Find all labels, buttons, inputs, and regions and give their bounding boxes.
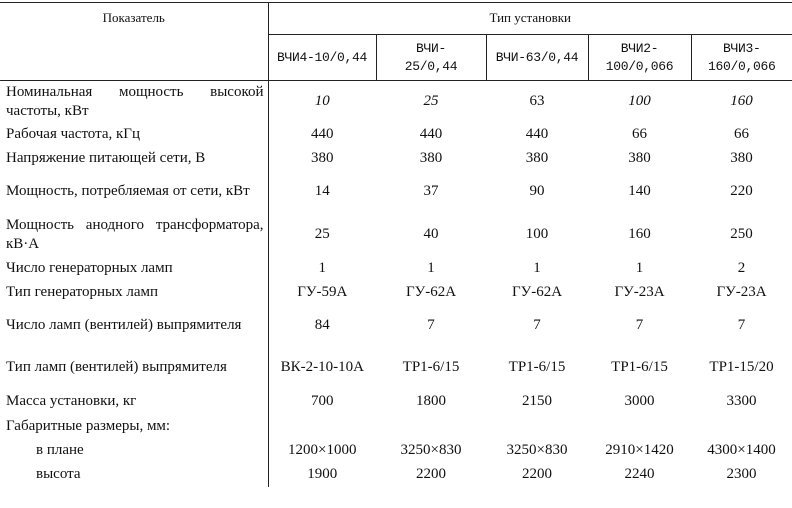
cell: ТР1-6/15 bbox=[611, 359, 668, 375]
row-label: Мощность анодного трансформатора, кВ·А bbox=[0, 213, 268, 257]
cell: 140 bbox=[628, 183, 651, 199]
cell: 4300×1400 bbox=[707, 442, 776, 458]
row-label: Тип ламп (вентилей) выпрямителя bbox=[0, 347, 268, 389]
header-col-4: ВЧИ2- 100/0,066 bbox=[588, 35, 691, 81]
row-label: Номинальная мощность высокой частоты, кВт bbox=[0, 81, 268, 123]
cell bbox=[691, 415, 792, 439]
table-row bbox=[0, 123, 792, 147]
cell: 3250×830 bbox=[506, 442, 568, 458]
table-row bbox=[0, 463, 792, 487]
cell bbox=[486, 415, 588, 439]
cell: 1 bbox=[427, 260, 435, 276]
cell: 380 bbox=[628, 150, 651, 166]
cell: 220 bbox=[730, 183, 753, 199]
cell: 380 bbox=[730, 150, 753, 166]
cell: 25 bbox=[314, 226, 330, 242]
cell: ГУ-62А bbox=[511, 284, 563, 300]
table-row bbox=[0, 257, 792, 281]
cell: 380 bbox=[311, 150, 334, 166]
cell: 440 bbox=[311, 126, 334, 142]
cell: 2910×1420 bbox=[605, 442, 674, 458]
cell: 1 bbox=[318, 260, 326, 276]
cell: 10 bbox=[314, 93, 330, 110]
cell: 66 bbox=[734, 126, 749, 142]
table-row bbox=[0, 81, 792, 123]
cell: 440 bbox=[419, 126, 443, 142]
cell bbox=[376, 415, 486, 439]
cell: 2200 bbox=[522, 466, 552, 482]
row-label: Мощность, потребляемая от сети, кВт bbox=[0, 171, 268, 213]
row-label: Тип генераторных ламп bbox=[0, 281, 268, 305]
cell: 3250×830 bbox=[400, 442, 462, 458]
row-label: Число ламп (вентилей) выпрямителя bbox=[0, 305, 268, 347]
cell: 2240 bbox=[624, 466, 655, 482]
cell: 2150 bbox=[522, 393, 552, 409]
cell: 25 bbox=[423, 93, 439, 110]
cell: ГУ-23А bbox=[614, 284, 665, 300]
table-row bbox=[0, 213, 792, 257]
cell: 2300 bbox=[726, 466, 757, 482]
cell: 1200×1000 bbox=[288, 442, 357, 458]
row-label: Габаритные размеры, мм: bbox=[0, 415, 268, 439]
header-col-2: ВЧИ- 25/0,44 bbox=[376, 35, 486, 81]
row-label: Напряжение питающей сети, В bbox=[0, 147, 268, 171]
cell: 2 bbox=[737, 260, 746, 276]
table-row bbox=[0, 281, 792, 305]
row-label: Рабочая частота, кГц bbox=[0, 123, 268, 147]
cell: 3300 bbox=[726, 393, 757, 409]
cell: 100 bbox=[628, 93, 651, 110]
row-label: Масса установки, кг bbox=[0, 389, 268, 415]
cell: 1 bbox=[533, 260, 541, 276]
cell: 380 bbox=[525, 150, 549, 166]
cell: ГУ-59А bbox=[297, 284, 348, 300]
cell: ТР1-15/20 bbox=[709, 359, 774, 375]
cell: 160 bbox=[730, 93, 753, 110]
cell: 1800 bbox=[416, 393, 446, 409]
header-group: Тип установки bbox=[268, 2, 792, 35]
cell: 160 bbox=[628, 226, 651, 242]
header-parameter: Показатель bbox=[0, 2, 268, 81]
table-row bbox=[0, 389, 792, 415]
cell: 90 bbox=[529, 183, 545, 199]
header-col-1: ВЧИ4-10/0,44 bbox=[268, 35, 376, 81]
cell: 7 bbox=[635, 317, 644, 333]
cell: 7 bbox=[427, 317, 435, 333]
table-row bbox=[0, 147, 792, 171]
cell bbox=[588, 415, 691, 439]
cell: 3000 bbox=[624, 393, 655, 409]
table-row bbox=[0, 439, 792, 463]
cell: 14 bbox=[314, 183, 330, 199]
cell: 37 bbox=[423, 183, 439, 199]
cell: 7 bbox=[737, 317, 746, 333]
row-label: Число генераторных ламп bbox=[0, 257, 268, 281]
cell: 7 bbox=[533, 317, 541, 333]
cell: 84 bbox=[314, 317, 330, 333]
cell: 2200 bbox=[416, 466, 446, 482]
cell: 100 bbox=[525, 226, 549, 242]
header-col-5: ВЧИ3- 160/0,066 bbox=[691, 35, 792, 81]
cell: ГУ-23А bbox=[716, 284, 767, 300]
cell: 1 bbox=[635, 260, 644, 276]
cell bbox=[268, 415, 376, 439]
header-col-3: ВЧИ-63/0,44 bbox=[486, 35, 588, 81]
cell: 440 bbox=[525, 126, 549, 142]
table-row bbox=[0, 347, 792, 389]
cell: ТР1-6/15 bbox=[402, 359, 460, 375]
table-row bbox=[0, 171, 792, 213]
cell: 1900 bbox=[307, 466, 338, 482]
cell: 380 bbox=[419, 150, 443, 166]
cell: ТР1-6/15 bbox=[508, 359, 566, 375]
row-label: высота bbox=[0, 463, 268, 487]
specs-table bbox=[0, 2, 792, 487]
table-row bbox=[0, 415, 792, 439]
cell: 40 bbox=[423, 226, 439, 242]
row-label: в плане bbox=[0, 439, 268, 463]
table-row bbox=[0, 305, 792, 347]
cell: ВК-2-10-10А bbox=[280, 359, 364, 375]
cell: 700 bbox=[311, 393, 334, 409]
cell: ГУ-62А bbox=[405, 284, 457, 300]
cell: 250 bbox=[730, 226, 753, 242]
cell: 63 bbox=[529, 93, 545, 110]
cell: 66 bbox=[632, 126, 647, 142]
